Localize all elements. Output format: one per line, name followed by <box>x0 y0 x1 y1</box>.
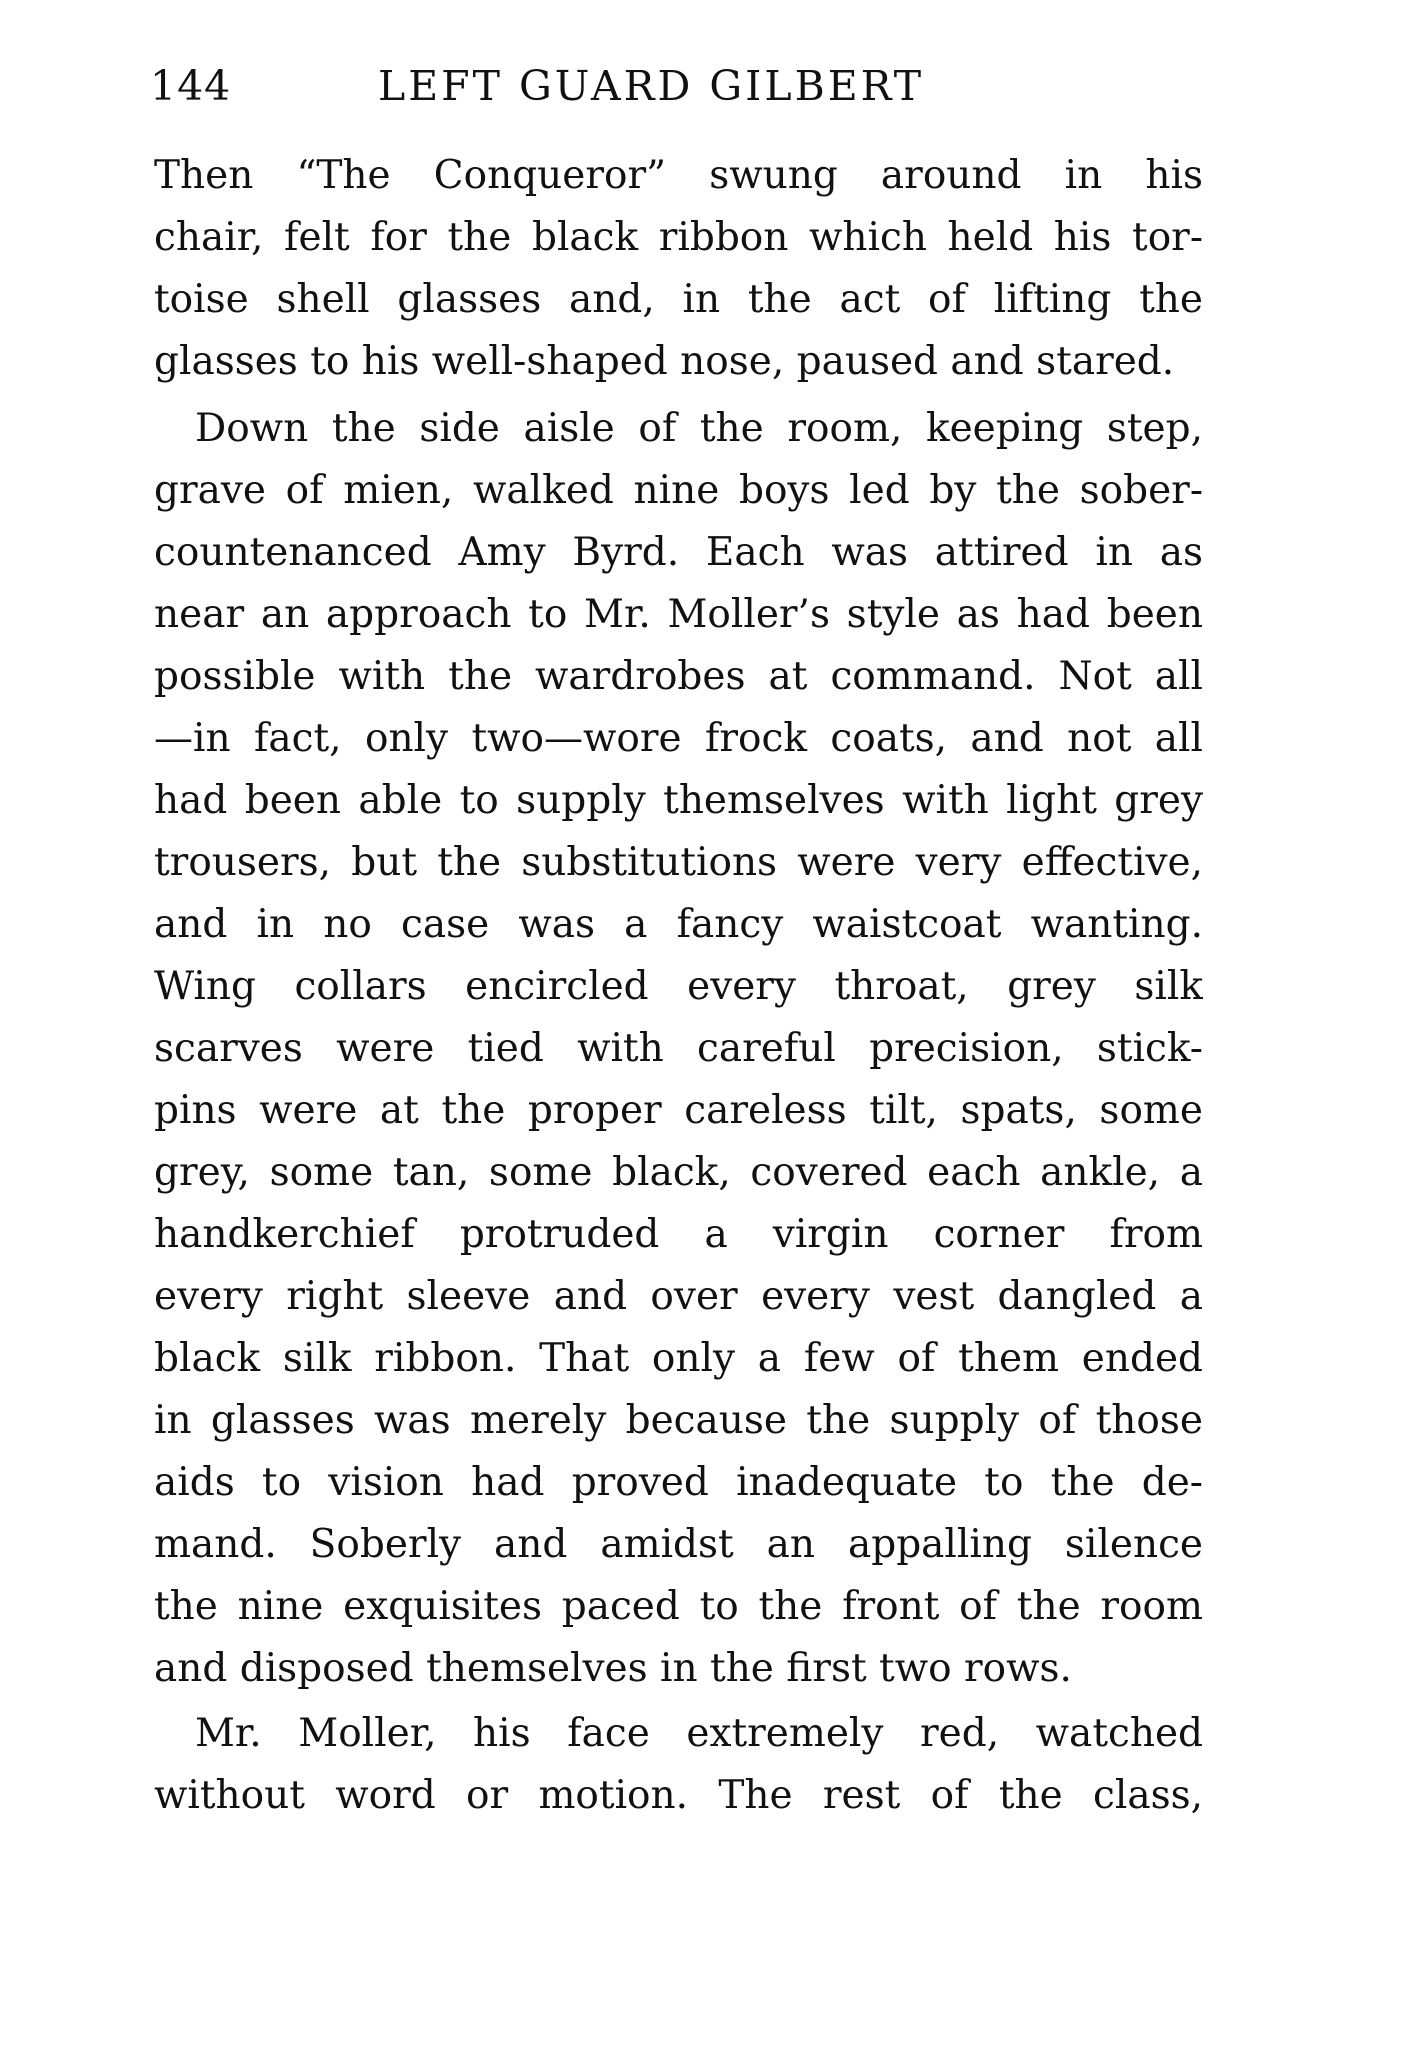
text-line: and in no case was a fancy waistcoat wanting. <box>154 902 1203 947</box>
running-head: LEFT GUARD GILBERT <box>378 62 925 110</box>
text-line: without word or motion. The rest of the class, <box>154 1773 1203 1818</box>
text-line: —in fact, only two—wore frock coats, and not all <box>154 716 1203 761</box>
text-line: possible with the wardrobes at command. Not all <box>154 654 1203 699</box>
text-line: scarves were tied with careful precision, stick- <box>154 1026 1203 1071</box>
text-line: every right sleeve and over every vest dangled a <box>154 1274 1203 1319</box>
text-line: in glasses was merely because the supply of those <box>154 1398 1203 1443</box>
page-number: 144 <box>150 62 232 110</box>
text-line: handkerchief protruded a virgin corner from <box>154 1212 1203 1257</box>
text-line: toise shell glasses and, in the act of lifting the <box>154 277 1203 322</box>
text-line: Mr. Moller, his face extremely red, watched <box>195 1711 1203 1756</box>
text-line: and disposed themselves in the first two rows. <box>154 1646 1072 1691</box>
text-line: pins were at the proper careless tilt, spats, some <box>154 1088 1203 1133</box>
text-line: black silk ribbon. That only a few of them ended <box>154 1336 1203 1381</box>
text-line: Then “The Conqueror” swung around in his <box>154 153 1203 198</box>
text-line: Wing collars encircled every throat, grey silk <box>154 964 1203 1009</box>
text-line: grave of mien, walked nine boys led by the sober- <box>154 468 1203 513</box>
text-line: grey, some tan, some black, covered each ankle, a <box>154 1150 1203 1195</box>
text-line: aids to vision had proved inadequate to the de- <box>154 1460 1203 1505</box>
text-line: trousers, but the substitutions were very effective, <box>154 840 1203 885</box>
page-header <box>150 62 1200 122</box>
text-line: chair, felt for the black ribbon which held his tor- <box>154 215 1203 260</box>
text-line: had been able to supply themselves with light grey <box>154 778 1203 823</box>
text-line: glasses to his well-shaped nose, paused and stared. <box>154 339 1175 384</box>
text-line: countenanced Amy Byrd. Each was attired in as <box>154 530 1203 575</box>
text-line: near an approach to Mr. Moller’s style as had been <box>154 592 1203 637</box>
text-line: the nine exquisites paced to the front of the room <box>154 1584 1203 1629</box>
text-line: Down the side aisle of the room, keeping step, <box>195 406 1203 451</box>
text-line: mand. Soberly and amidst an appalling silence <box>154 1522 1203 1567</box>
